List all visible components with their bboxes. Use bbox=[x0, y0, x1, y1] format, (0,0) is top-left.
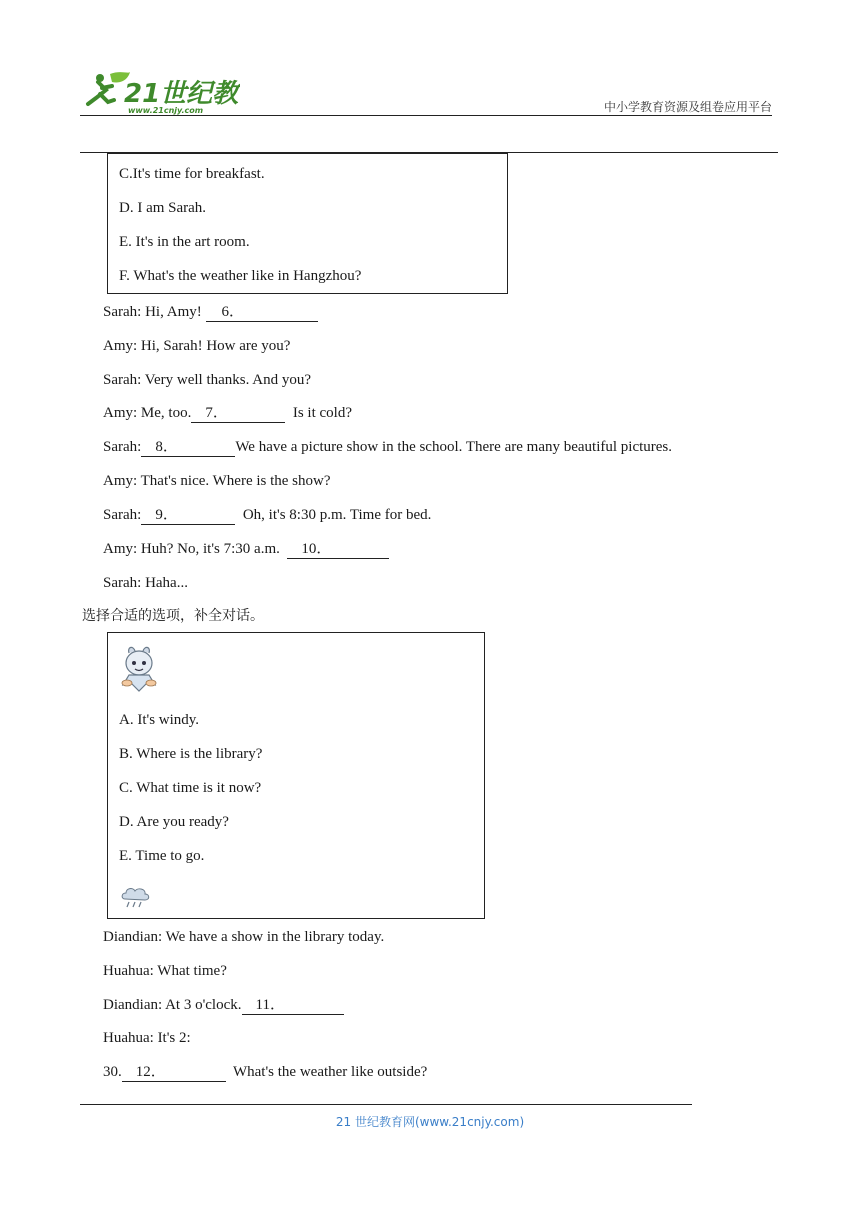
dialogue-line: Sarah: Very well thanks. And you? bbox=[103, 372, 312, 388]
dialogue-line: 30. 12． What's the weather like outside? bbox=[103, 1064, 428, 1080]
answer-blank-7[interactable]: 7． bbox=[191, 405, 285, 423]
option-a: A. It's windy. bbox=[119, 712, 200, 728]
cartoon-character-icon bbox=[117, 645, 161, 700]
option-c: C.It's time for breakfast. bbox=[119, 166, 265, 182]
dialogue-line: Amy: Hi, Sarah! How are you? bbox=[103, 338, 291, 354]
dialogue-line: Sarah: 9． Oh, it's 8:30 p.m. Time for bed. bbox=[103, 507, 432, 523]
dialogue-line: Diandian: We have a show in the library today. bbox=[103, 929, 385, 945]
answer-blank-6[interactable]: 6． bbox=[206, 304, 318, 322]
site-name: 中小学教育资源及组卷应用平台 bbox=[603, 100, 772, 114]
dialogue-line: Amy: Me, too. 7． Is it cold? bbox=[103, 405, 352, 421]
dialogue-line: Diandian: At 3 o'clock. 11． bbox=[103, 996, 344, 1015]
option-f: F. What's the weather like in Hangzhou? bbox=[119, 268, 362, 284]
option-e: E. Time to go. bbox=[119, 848, 205, 864]
answer-blank-8[interactable]: 8． bbox=[141, 439, 235, 457]
dialogue-line: Sarah: Hi, Amy! 6． bbox=[103, 303, 318, 322]
cloud-icon bbox=[119, 883, 151, 914]
answer-blank-11[interactable]: 11． bbox=[242, 997, 344, 1015]
dialogue-line: Sarah: Haha... bbox=[103, 575, 188, 591]
option-b: B. Where is the library? bbox=[119, 746, 263, 762]
footer-divider bbox=[80, 1104, 692, 1105]
options-box-2 bbox=[107, 632, 485, 919]
header-divider bbox=[80, 115, 772, 116]
dialogue-line: Huahua: It's 2: bbox=[103, 1030, 191, 1046]
answer-blank-9[interactable]: 9． bbox=[141, 507, 235, 525]
option-d: D. I am Sarah. bbox=[119, 200, 207, 216]
option-d: D. Are you ready? bbox=[119, 814, 229, 830]
option-e: E. It's in the art room. bbox=[119, 234, 250, 250]
svg-text:www.21cnjy.com: www.21cnjy.com bbox=[128, 106, 204, 115]
dialogue-line: Amy: Huh? No, it's 7:30 a.m. 10． bbox=[103, 540, 389, 559]
svg-text:21世纪教育: 21世纪教 bbox=[124, 79, 239, 109]
footer-text[interactable]: 21 世纪教育网(www.21cnjy.com) bbox=[335, 1115, 525, 1129]
answer-blank-10[interactable]: 10． bbox=[287, 541, 389, 559]
dialogue-line: Sarah: 8． We have a picture show in the school. There are many beautiful pictures. bbox=[103, 439, 673, 455]
site-logo bbox=[80, 68, 240, 116]
dialogue-line: Amy: That's nice. Where is the show? bbox=[103, 473, 331, 489]
dialogue-line: Huahua: What time? bbox=[103, 963, 227, 979]
runner-logo-icon bbox=[80, 68, 240, 116]
instruction-text: 选择合适的选项，补全对话。 bbox=[82, 608, 264, 624]
option-c: C. What time is it now? bbox=[119, 780, 262, 796]
answer-blank-12[interactable]: 12． bbox=[122, 1064, 226, 1082]
